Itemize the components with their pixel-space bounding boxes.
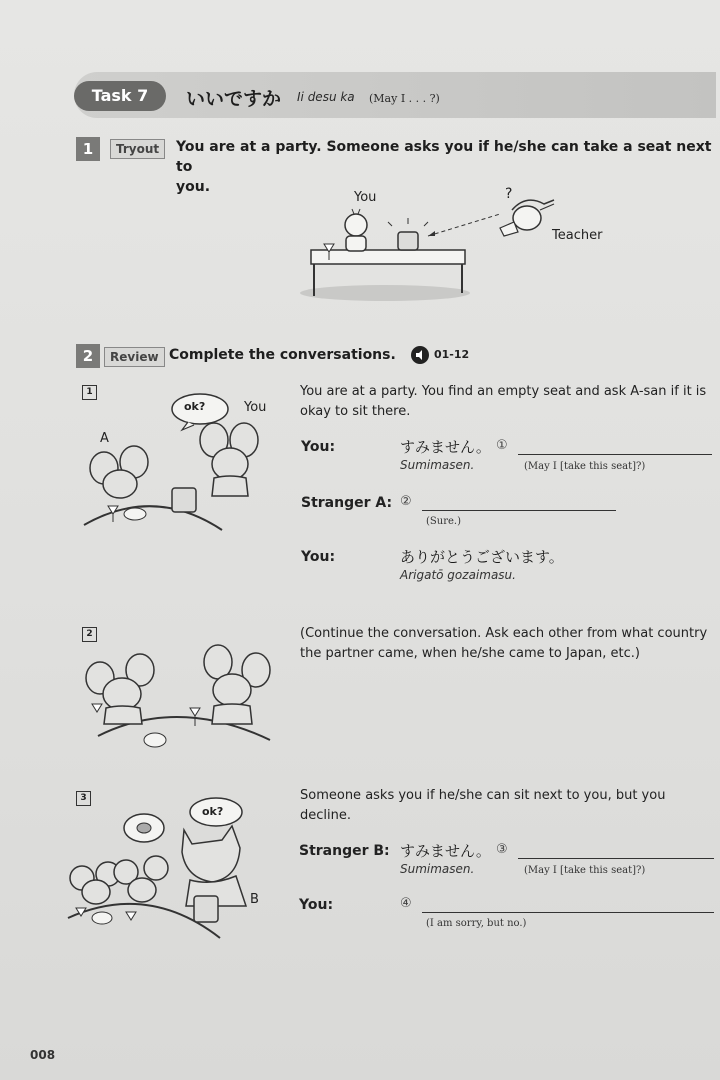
conv-1-number: 1 (82, 385, 97, 400)
conv-3-desc-line2: decline. (300, 808, 351, 823)
conv-1-label-a: A (100, 431, 109, 446)
section-1-instruction-line2: you. (176, 179, 211, 195)
conv-1-desc-line2: okay to sit there. (300, 404, 411, 419)
conv-3-answer-blank-4[interactable] (422, 912, 714, 913)
label-teacher: Teacher (552, 228, 603, 243)
conv-3-label-b: B (250, 892, 259, 907)
conv-1-line1-romaji: Sumimasen. (400, 458, 475, 472)
conv-1-line2-speaker: Stranger A: (301, 495, 393, 511)
conv-1-line3-jp: ありがとうございます。 (400, 548, 564, 566)
conv-3-line1-speaker: Stranger B: (299, 843, 390, 859)
conv-3-desc-line1: Someone asks you if he/she can sit next to you, but you (300, 788, 666, 803)
conv-1-line1-circle: ① (496, 438, 508, 453)
question-mark: ? (505, 186, 513, 202)
conv-1-line3-romaji: Arigatō gozaimasu. (400, 568, 516, 582)
task-title-gloss: (May I . . . ?) (369, 92, 440, 105)
section-1-number: 1 (76, 137, 100, 161)
conv-3-line1-gloss: (May I [take this seat]?) (524, 865, 646, 876)
conv-3-line2-gloss: (I am sorry, but no.) (426, 918, 527, 929)
conv-2-desc-line2: the partner came, when he/she came to Japan, etc.) (300, 646, 640, 661)
task-label: Task 7 (74, 81, 166, 111)
conv-1-line3-speaker: You: (301, 549, 336, 565)
label-you: You (354, 190, 377, 205)
conv-1-line2-gloss: (Sure.) (426, 516, 461, 527)
section-2-number: 2 (76, 344, 100, 368)
task-title-jp: いいですか (186, 88, 282, 110)
conv-3-line2-circle: ④ (400, 896, 412, 911)
conv-1-line1-jp: すみません。 (400, 438, 491, 456)
conv-3-number: 3 (76, 791, 91, 806)
conv-1-desc-line1: You are at a party. You find an empty seat and ask A-san if it is (300, 384, 707, 399)
tryout-tag: Tryout (110, 139, 165, 159)
page-number: 008 (30, 1048, 56, 1062)
conv-1-bubble-text: ok? (184, 400, 206, 413)
conv-2-number: 2 (82, 627, 97, 642)
section-2-instruction: Complete the conversations. (169, 347, 396, 363)
audio-track-number: 01-12 (434, 348, 470, 361)
conv-1-line1-gloss: (May I [take this seat]?) (524, 461, 646, 472)
conv-2-desc-line1: (Continue the conversation. Ask each other from what country (300, 626, 708, 641)
conv-3-line2-speaker: You: (299, 897, 334, 913)
task-title-romaji: Ii desu ka (297, 90, 355, 104)
conv-3-answer-blank-3[interactable] (518, 858, 714, 859)
conv-1-line1-speaker: You: (301, 439, 336, 455)
conv-3-line1-jp: すみません。 (400, 842, 491, 860)
conv-3-line1-circle: ③ (496, 842, 508, 857)
conv-3-bubble-text: ok? (202, 805, 224, 818)
conv-3-line1-romaji: Sumimasen. (400, 862, 475, 876)
conv-1-label-you: You (244, 400, 267, 415)
review-tag: Review (104, 347, 165, 367)
conv-1-line2-circle: ② (400, 494, 412, 509)
section-1-instruction-line1: You are at a party. Someone asks you if he/she can take a seat next to (176, 139, 712, 175)
